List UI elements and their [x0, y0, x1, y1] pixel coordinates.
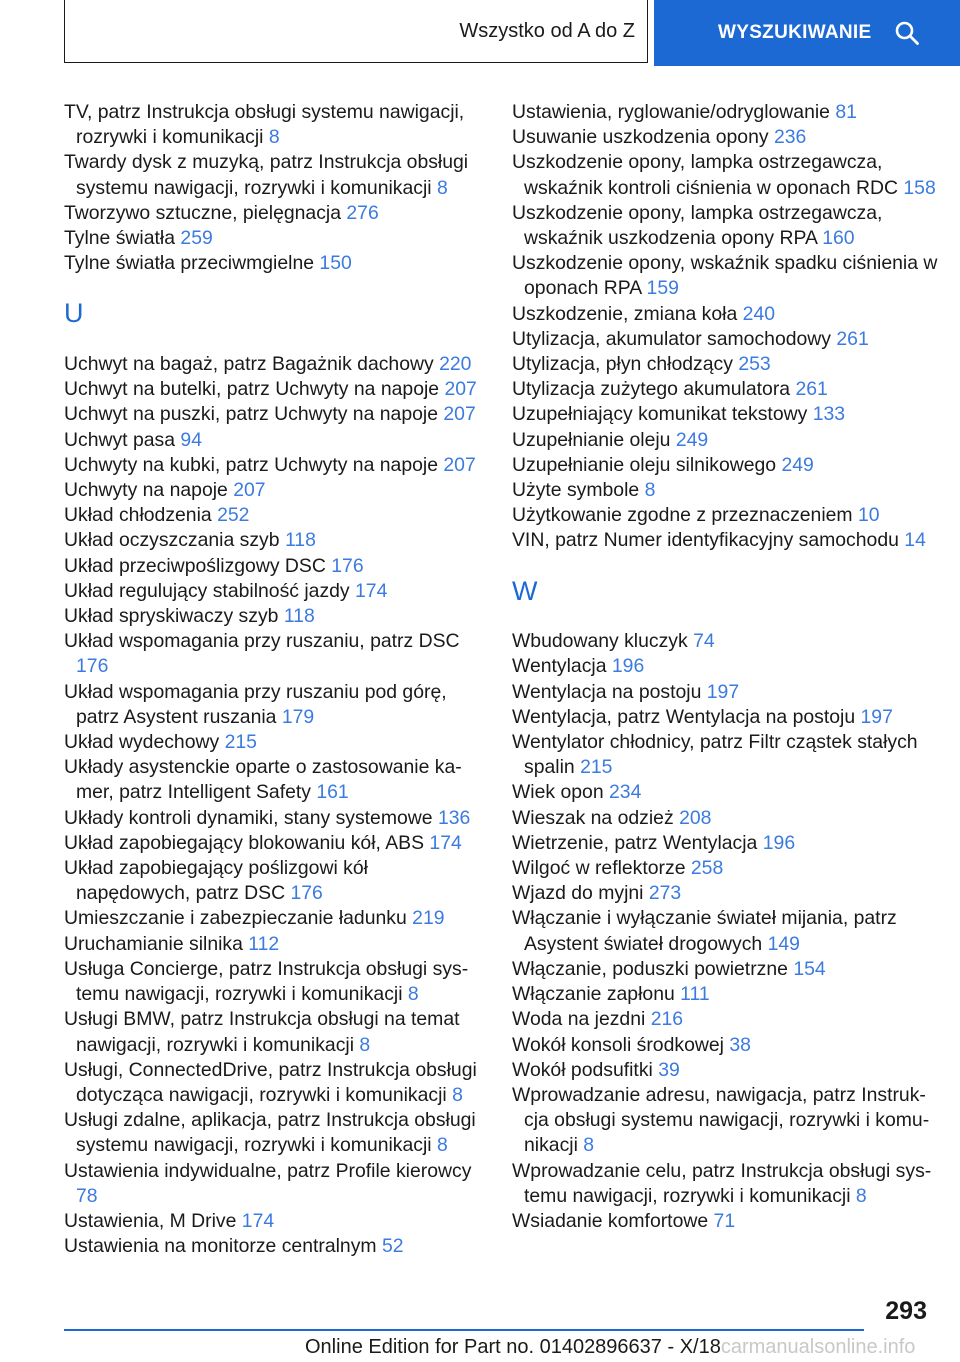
index-entry — [64, 201, 484, 226]
index-entry — [512, 201, 942, 251]
search-button[interactable] — [654, 0, 960, 66]
index-entry-text: Uszkodzenie opony, wskaźnik spadku ciśnienia w oponach RPA — [512, 252, 938, 300]
index-entry — [64, 402, 484, 427]
index-entry — [64, 528, 484, 553]
index-entry-text: Uchwyt na bagaż, patrz Bagażnik dachowy — [64, 353, 434, 376]
index-entry-text: Wiek opon — [512, 781, 604, 804]
top-navigation — [0, 0, 960, 66]
index-entry-text: Uszkodzenie, zmiana koła — [512, 302, 738, 325]
index-entry-text: Układ przeciwpoślizgowy DSC — [64, 554, 326, 577]
index-entry-text: Wsiadanie komfortowe — [512, 1209, 709, 1232]
index-entry-text: Wprowadzanie adresu, nawigacja, patrz Instrukcja obsługi systemu nawigacji, rozrywki i komunikacji — [512, 1083, 930, 1157]
index-entry-text: Wjazd do myjni — [512, 882, 644, 905]
page-link[interactable]: 149 — [767, 932, 800, 955]
index-entry-text: Umieszczanie i zabezpieczanie ładunku — [64, 907, 407, 930]
page-link[interactable]: 74 — [693, 630, 715, 653]
index-entry-text: Użyte symbole — [512, 479, 640, 502]
index-entry-text: Uchwyt na butelki, patrz Uchwyty na napoje — [64, 378, 440, 401]
index-entry-text: Wieszak na odzież — [512, 806, 674, 829]
page-link[interactable]: 154 — [793, 957, 826, 980]
index-entry-text: Włączanie, poduszki powietrzne — [512, 957, 788, 980]
page-link[interactable]: 159 — [646, 277, 679, 300]
page-link[interactable]: 158 — [903, 176, 936, 199]
search-label: WYSZUKIWANIE — [718, 22, 872, 43]
index-entry — [512, 428, 942, 453]
index-entry-text: Wokół konsoli środkowej — [512, 1033, 724, 1056]
index-entry-text: Układ zapobiegający blokowaniu kół, ABS — [64, 831, 425, 854]
index-entry — [512, 125, 942, 150]
page-link[interactable]: 261 — [836, 327, 869, 350]
tab-a-to-z-label: Wszystko od A do Z — [459, 19, 635, 42]
index-entry — [64, 1234, 484, 1259]
index-entry — [512, 982, 942, 1007]
index-entry-text: Układ zapobiegający poślizgowi kół napędowych, patrz DSC — [64, 857, 368, 905]
index-entry — [512, 327, 942, 352]
index-entry — [512, 503, 942, 528]
page-link[interactable]: 10 — [857, 504, 880, 527]
index-entry-text: Układ spryskiwaczy szyb — [64, 605, 279, 628]
page-link[interactable]: 196 — [762, 831, 796, 854]
page-link[interactable]: 118 — [284, 529, 316, 552]
index-entry-text: Wentylacja na postoju — [512, 680, 702, 703]
index-entry-text: Uchwyt pasa — [64, 428, 176, 451]
page-link[interactable]: 252 — [217, 504, 250, 527]
index-entry-text: Tylne światła — [64, 227, 176, 250]
tab-a-to-z[interactable] — [64, 0, 648, 63]
index-entry — [512, 377, 942, 402]
page-link[interactable]: 236 — [773, 126, 807, 149]
page-link[interactable]: 208 — [679, 806, 712, 829]
page-link[interactable]: 174 — [355, 579, 388, 602]
index-entry-text: Ustawienia indywidualne, patrz Profile kierowcy — [64, 1159, 472, 1182]
index-entry — [64, 579, 484, 604]
index-entry-text: Utylizacja zużytego akumulatora — [512, 378, 791, 401]
index-entry — [512, 453, 942, 478]
index-entry-text: Wentylacja — [512, 655, 607, 678]
page-link[interactable]: 234 — [609, 781, 642, 804]
index-entry-text: Uchwyt na puszki, patrz Uchwyty na napoje — [64, 403, 438, 426]
page-link[interactable]: 39 — [658, 1058, 680, 1081]
index-entry-text: Uszkodzenie opony, lampka ostrzegawcza, wskaźnik kontroli ciśnienia w oponach RDC — [512, 151, 898, 199]
page-link[interactable]: 118 — [283, 605, 315, 628]
index-entry — [512, 1007, 942, 1032]
page-link[interactable]: 78 — [76, 1184, 98, 1207]
page-link[interactable]: 176 — [331, 554, 364, 577]
page-link[interactable]: 197 — [860, 705, 893, 728]
page-link[interactable]: 133 — [812, 403, 846, 426]
index-entry — [512, 478, 942, 503]
index-entry-text: Usługi zdalne, aplikacja, patrz Instrukcja obsługi systemu nawigacji, rozrywki i komunikacji — [64, 1109, 476, 1157]
index-entry — [512, 150, 942, 200]
page-link[interactable]: 150 — [319, 252, 352, 275]
page-link[interactable]: 160 — [822, 227, 855, 250]
page-link[interactable]: 179 — [281, 705, 315, 728]
page-link[interactable]: 8 — [436, 176, 448, 199]
index-entry-text: Układy asystenckie oparte o zastosowanie kamer, patrz Intelligent Safety — [64, 756, 462, 804]
page-link[interactable]: 8 — [268, 126, 280, 149]
index-entry — [512, 957, 942, 982]
index-entry — [64, 730, 484, 755]
index-entry-text: Wilgoć w reflektorze — [512, 857, 686, 880]
index-entry — [64, 831, 484, 856]
index-entry — [64, 806, 484, 831]
index-entry-text: Ustawienia na monitorze centralnym — [64, 1235, 377, 1258]
watermark-text: carmanualsonline.info — [720, 1336, 916, 1358]
index-entry — [512, 402, 942, 427]
index-entry-text: VIN, patrz Numer identyfikacyjny samochodu — [512, 529, 899, 552]
page-link[interactable]: 258 — [690, 857, 724, 880]
index-entry — [64, 503, 484, 528]
index-entry — [512, 705, 942, 730]
page-link[interactable]: 207 — [443, 453, 476, 476]
index-entry-text: Tylne światła przeciwmgielne — [64, 252, 315, 275]
index-entry-text: Włączanie zapłonu — [512, 983, 675, 1006]
index-entry-text: Uzupełnianie oleju — [512, 428, 671, 451]
index-entry — [512, 680, 942, 705]
index-entry — [64, 453, 484, 478]
index-entry — [64, 377, 484, 402]
index-entry — [64, 1007, 484, 1057]
index-entry — [64, 755, 484, 805]
page-link[interactable]: 161 — [316, 781, 349, 804]
page-link[interactable]: 249 — [781, 453, 814, 476]
page-link[interactable]: 38 — [729, 1033, 751, 1056]
index-entry — [64, 1058, 484, 1108]
index-entry-text: Wbudowany kluczyk — [512, 630, 688, 653]
index-entry-text: Utylizacja, płyn chłodzący — [512, 353, 733, 376]
index-entry-text: Woda na jezdni — [512, 1008, 646, 1031]
index-entry — [64, 226, 484, 251]
edition-text: Online Edition for Part no. 01402896637 - X/18 — [305, 1336, 721, 1358]
index-entry-text: Usługa Concierge, patrz Instrukcja obsługi systemu nawigacji, rozrywki i komunikacji — [64, 957, 469, 1006]
page-link[interactable]: 8 — [644, 479, 656, 502]
page-link[interactable]: 94 — [180, 428, 202, 451]
index-entry-text: Uszkodzenie opony, lampka ostrzegawcza, wskaźnik uszkodzenia opony RPA — [512, 201, 883, 250]
index-entry-text: Wentylacja, patrz Wentylacja na postoju — [512, 705, 856, 728]
page-link[interactable]: 8 — [407, 983, 419, 1006]
page-link[interactable]: 196 — [611, 655, 645, 678]
page-link[interactable]: 216 — [650, 1008, 684, 1031]
page-link[interactable]: 174 — [429, 831, 462, 854]
index-entry — [64, 680, 484, 730]
page-link[interactable]: 8 — [452, 1083, 463, 1106]
index-entry — [512, 730, 942, 780]
index-entry — [512, 528, 942, 553]
index-entry-text: Układy kontroli dynamiki, stany systemowe — [64, 806, 433, 829]
page-link[interactable]: 136 — [437, 806, 471, 829]
index-entry — [512, 1159, 942, 1209]
index-entry — [512, 654, 942, 679]
index-entry — [64, 251, 484, 276]
index-entry-text: Twardy dysk z muzyką, patrz Instrukcja obsługi systemu nawigacji, rozrywki i komunikacji — [64, 151, 469, 199]
index-entry-text: Usuwanie uszkodzenia opony — [512, 126, 769, 149]
index-entry — [512, 100, 942, 125]
index-entry — [64, 957, 484, 1007]
index-column-left — [64, 100, 484, 1259]
page-link[interactable]: 197 — [706, 680, 740, 703]
page-link[interactable]: 215 — [224, 731, 257, 754]
index-entry — [512, 629, 942, 654]
index-entry-text: Układ regulujący stabilność jazdy — [64, 579, 350, 602]
page-link[interactable]: 8 — [855, 1184, 867, 1207]
page-link[interactable]: 176 — [290, 882, 323, 905]
index-entry — [512, 906, 942, 956]
index-entry — [64, 629, 484, 679]
page-link[interactable]: 273 — [648, 882, 682, 905]
index-entry-text: Uzupełnianie oleju silnikowego — [512, 453, 777, 476]
page-link[interactable]: 207 — [233, 479, 266, 502]
index-entry-text: Układ wspomagania przy ruszaniu pod górę, patrz Asystent ruszania — [64, 680, 447, 728]
index-entry-text: Układ oczyszczania szyb — [64, 529, 280, 552]
page-link[interactable]: 111 — [680, 983, 710, 1006]
page-link[interactable]: 253 — [738, 353, 771, 376]
index-entry-text: Uzupełniający komunikat tekstowy — [512, 403, 808, 426]
page-link[interactable]: 14 — [904, 529, 926, 552]
index-entry — [64, 554, 484, 579]
index-entry-text: Utylizacja, akumulator samochodowy — [512, 327, 831, 350]
index-entry-text: Uruchamianie silnika — [64, 932, 243, 955]
page-link[interactable]: 174 — [241, 1209, 275, 1232]
page-link[interactable]: 220 — [439, 353, 472, 376]
page-link[interactable]: 219 — [412, 907, 445, 930]
index-entry-text: Uchwyty na kubki, patrz Uchwyty na napoje — [64, 453, 438, 476]
index-entry-text: Włączanie i wyłączanie świateł mijania, patrz Asystent świateł drogowych — [512, 907, 897, 955]
page-link[interactable]: 71 — [713, 1209, 736, 1232]
index-entry-text: Wprowadzanie celu, patrz Instrukcja obsługi systemu nawigacji, rozrywki i komunikacji — [512, 1159, 932, 1207]
index-entry — [64, 1209, 484, 1234]
index-entry-text: Tworzywo sztuczne, pielęgnacja — [64, 201, 341, 224]
index-entry — [512, 352, 942, 377]
index-entry — [512, 1058, 942, 1083]
page-link[interactable]: 207 — [444, 378, 477, 401]
index-entry — [64, 604, 484, 629]
index-entry-text: Wietrzenie, patrz Wentylacja — [512, 831, 758, 854]
index-entry-text: Układ wspomagania przy ruszaniu, patrz DSC — [64, 630, 460, 653]
index-entry-text: Wokół podsufitki — [512, 1058, 653, 1081]
index-entry — [64, 932, 484, 957]
page-link[interactable]: 176 — [76, 655, 109, 678]
index-entry — [512, 302, 942, 327]
index-entry — [512, 780, 942, 805]
section-letter: U — [64, 298, 84, 329]
index-entry — [512, 856, 942, 881]
index-column-right — [512, 100, 942, 1234]
index-entry — [512, 806, 942, 831]
index-entry-text: Usługi BMW, patrz Instrukcja obsługi na temat nawigacji, rozrywki i komunikacji — [64, 1008, 460, 1056]
index-entry — [64, 906, 484, 931]
page-link[interactable]: 81 — [835, 101, 857, 123]
index-entry — [64, 1159, 484, 1209]
page-number: 293 — [885, 1297, 927, 1325]
page-link[interactable]: 261 — [795, 378, 828, 401]
page-link[interactable]: 8 — [359, 1033, 371, 1056]
section-letter: W — [512, 575, 538, 606]
index-entry-text: Usługi, ConnectedDrive, patrz Instrukcja obsługi dotycząca nawigacji, rozrywki i komunikacji — [64, 1058, 477, 1106]
page-link[interactable]: 112 — [248, 932, 280, 955]
index-entry — [512, 881, 942, 906]
index-entry — [64, 428, 484, 453]
index-entry — [64, 856, 484, 906]
index-entry-text: Układ chłodzenia — [64, 504, 212, 527]
index-entry — [512, 831, 942, 856]
page-link[interactable]: 8 — [583, 1134, 595, 1157]
footer-divider — [64, 1329, 864, 1331]
page-link[interactable]: 259 — [180, 227, 213, 250]
index-entry-text: Uchwyty na napoje — [64, 479, 228, 502]
index-entry-text: Użytkowanie zgodne z przeznaczeniem — [512, 504, 853, 527]
page-link[interactable]: 249 — [675, 428, 709, 451]
index-entry — [64, 100, 484, 150]
search-icon — [894, 20, 920, 46]
page-link[interactable]: 52 — [381, 1235, 404, 1258]
index-entry-text: Wentylator chłodnicy, patrz Filtr cząstek stałych spalin — [512, 731, 918, 779]
index-entry — [512, 251, 942, 301]
index-entry-text: Ustawienia, M Drive — [64, 1209, 237, 1232]
page-link[interactable]: 207 — [443, 403, 476, 426]
index-entry — [512, 1033, 942, 1058]
page-link[interactable]: 8 — [436, 1134, 448, 1157]
page-link[interactable]: 215 — [580, 756, 613, 779]
index-entry — [64, 150, 484, 200]
index-entry — [64, 478, 484, 503]
index-entry-text: Układ wydechowy — [64, 731, 220, 754]
index-entry — [64, 352, 484, 377]
index-entry — [512, 1083, 942, 1159]
page-link[interactable]: 240 — [742, 302, 776, 325]
index-entry — [64, 1108, 484, 1158]
index-entry — [512, 1209, 942, 1234]
page-link[interactable]: 276 — [346, 201, 379, 224]
footer-edition — [305, 1336, 915, 1359]
index-entry-text: Ustawienia, ryglowanie/odryglowanie — [512, 101, 830, 123]
index-entry-text: TV, patrz Instrukcja obsługi systemu nawigacji, rozrywki i komunikacji — [64, 101, 465, 149]
